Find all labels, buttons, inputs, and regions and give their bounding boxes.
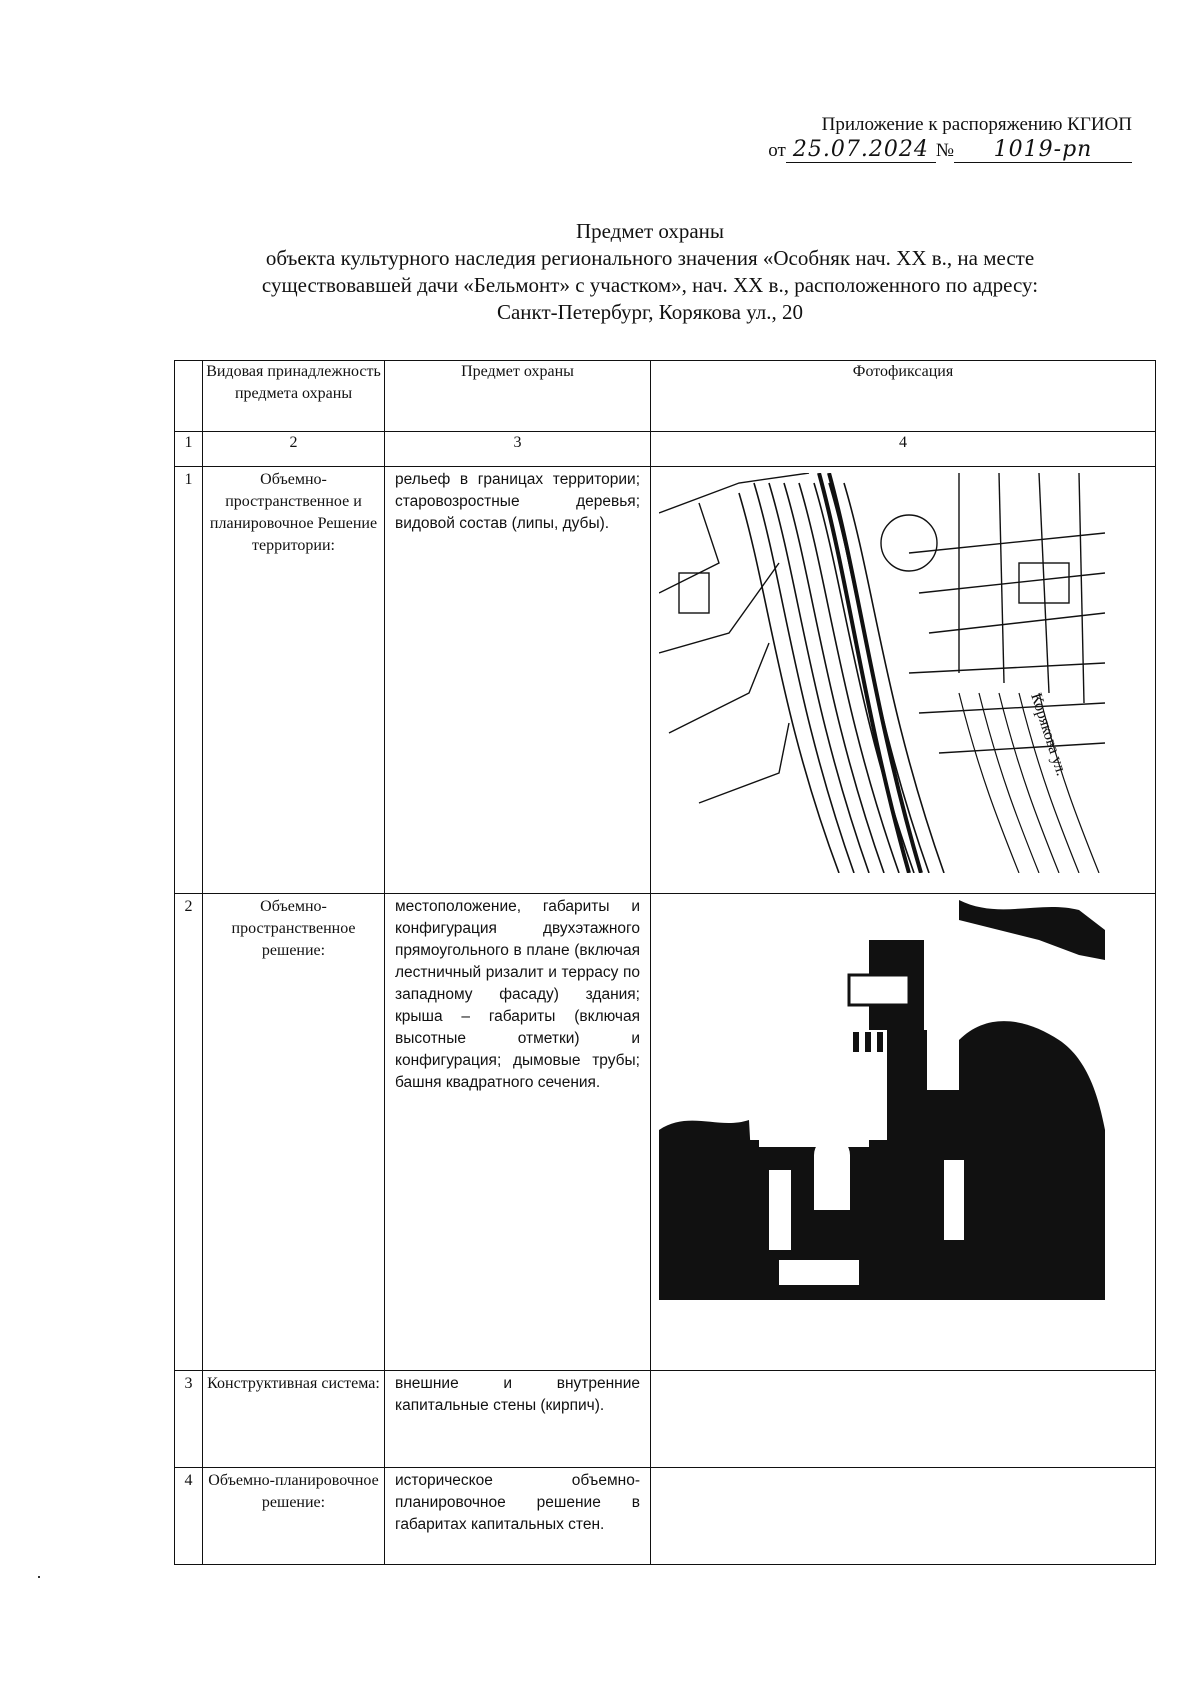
- row-category: Объемно-пространственное и планировочное Решение территории:: [203, 467, 385, 894]
- row-index: 1: [175, 467, 203, 894]
- appendix-date: 25.07.2024: [786, 137, 936, 163]
- photo-cell-empty: [651, 1371, 1156, 1468]
- photo-cell: [651, 894, 1156, 1371]
- table-row: [175, 1371, 1156, 1468]
- table-row: [175, 894, 1156, 1371]
- row-subject: историческое объемно-планировочное решение в габаритах капитальных стен.: [385, 1468, 651, 1565]
- header-category: Видовая принадлежность предмета охраны: [203, 361, 385, 432]
- row-index: 3: [175, 1371, 203, 1468]
- scan-speck: [38, 1576, 40, 1578]
- column-number-row: [175, 432, 1156, 467]
- column-number: 1: [175, 432, 203, 467]
- title-line-2: объекта культурного наследия регионального значения «Особняк нач. XX в., на месте: [265, 246, 1035, 270]
- title-line-3: существовавшей дачи «Бельмонт» с участком», нач. XX в., расположенного по адресу:: [261, 273, 1039, 297]
- photo-cell: [651, 467, 1156, 894]
- row-category: Объемно-пространственное решение:: [203, 894, 385, 1371]
- row-subject: местоположение, габариты и конфигурация двухэтажного прямоугольного в плане (включая лестничный ризалит и террасу по западному фасаду) здания; крыша – габариты (включая высотные отметки) и конфигурация; дымовые трубы; башня квадратного сечения.: [385, 894, 651, 1371]
- row-index: 2: [175, 894, 203, 1371]
- row-subject: внешние и внутренние капитальные стены (кирпич).: [385, 1371, 651, 1468]
- row-index: 4: [175, 1468, 203, 1565]
- row-category: Конструктивная система:: [203, 1371, 385, 1468]
- appendix-title: Приложение к распоряжению КГИОП: [821, 114, 1132, 135]
- appendix-date-number: [768, 137, 1132, 163]
- date-prefix: от: [768, 140, 786, 161]
- number-prefix: №: [935, 140, 954, 161]
- row-category: Объемно-планировочное решение:: [203, 1468, 385, 1565]
- title-line-4: Санкт-Петербург, Корякова ул., 20: [496, 300, 804, 324]
- table-row: [175, 467, 1156, 894]
- photo-cell-empty: [651, 1468, 1156, 1565]
- map-street-label: Корякова ул.: [1027, 690, 1070, 778]
- table-row: [175, 1468, 1156, 1565]
- appendix-block: [768, 112, 1132, 163]
- column-number: 2: [203, 432, 385, 467]
- document-title: [160, 218, 1140, 326]
- header-cell-index: [175, 361, 203, 432]
- column-number: 4: [651, 432, 1156, 467]
- protection-table: [174, 360, 1156, 1565]
- title-line-1: Предмет охраны: [575, 219, 725, 243]
- header-subject: Предмет охраны: [385, 361, 651, 432]
- topographic-map-image: [659, 473, 1105, 873]
- appendix-number: 1019-рп: [954, 137, 1132, 163]
- table-header-row: [175, 361, 1156, 432]
- row-subject: рельеф в границах территории; старовозростные деревья; видовой состав (липы, дубы).: [385, 467, 651, 894]
- header-photo: Фотофиксация: [651, 361, 1156, 432]
- building-photo-image: [659, 900, 1105, 1300]
- column-number: 3: [385, 432, 651, 467]
